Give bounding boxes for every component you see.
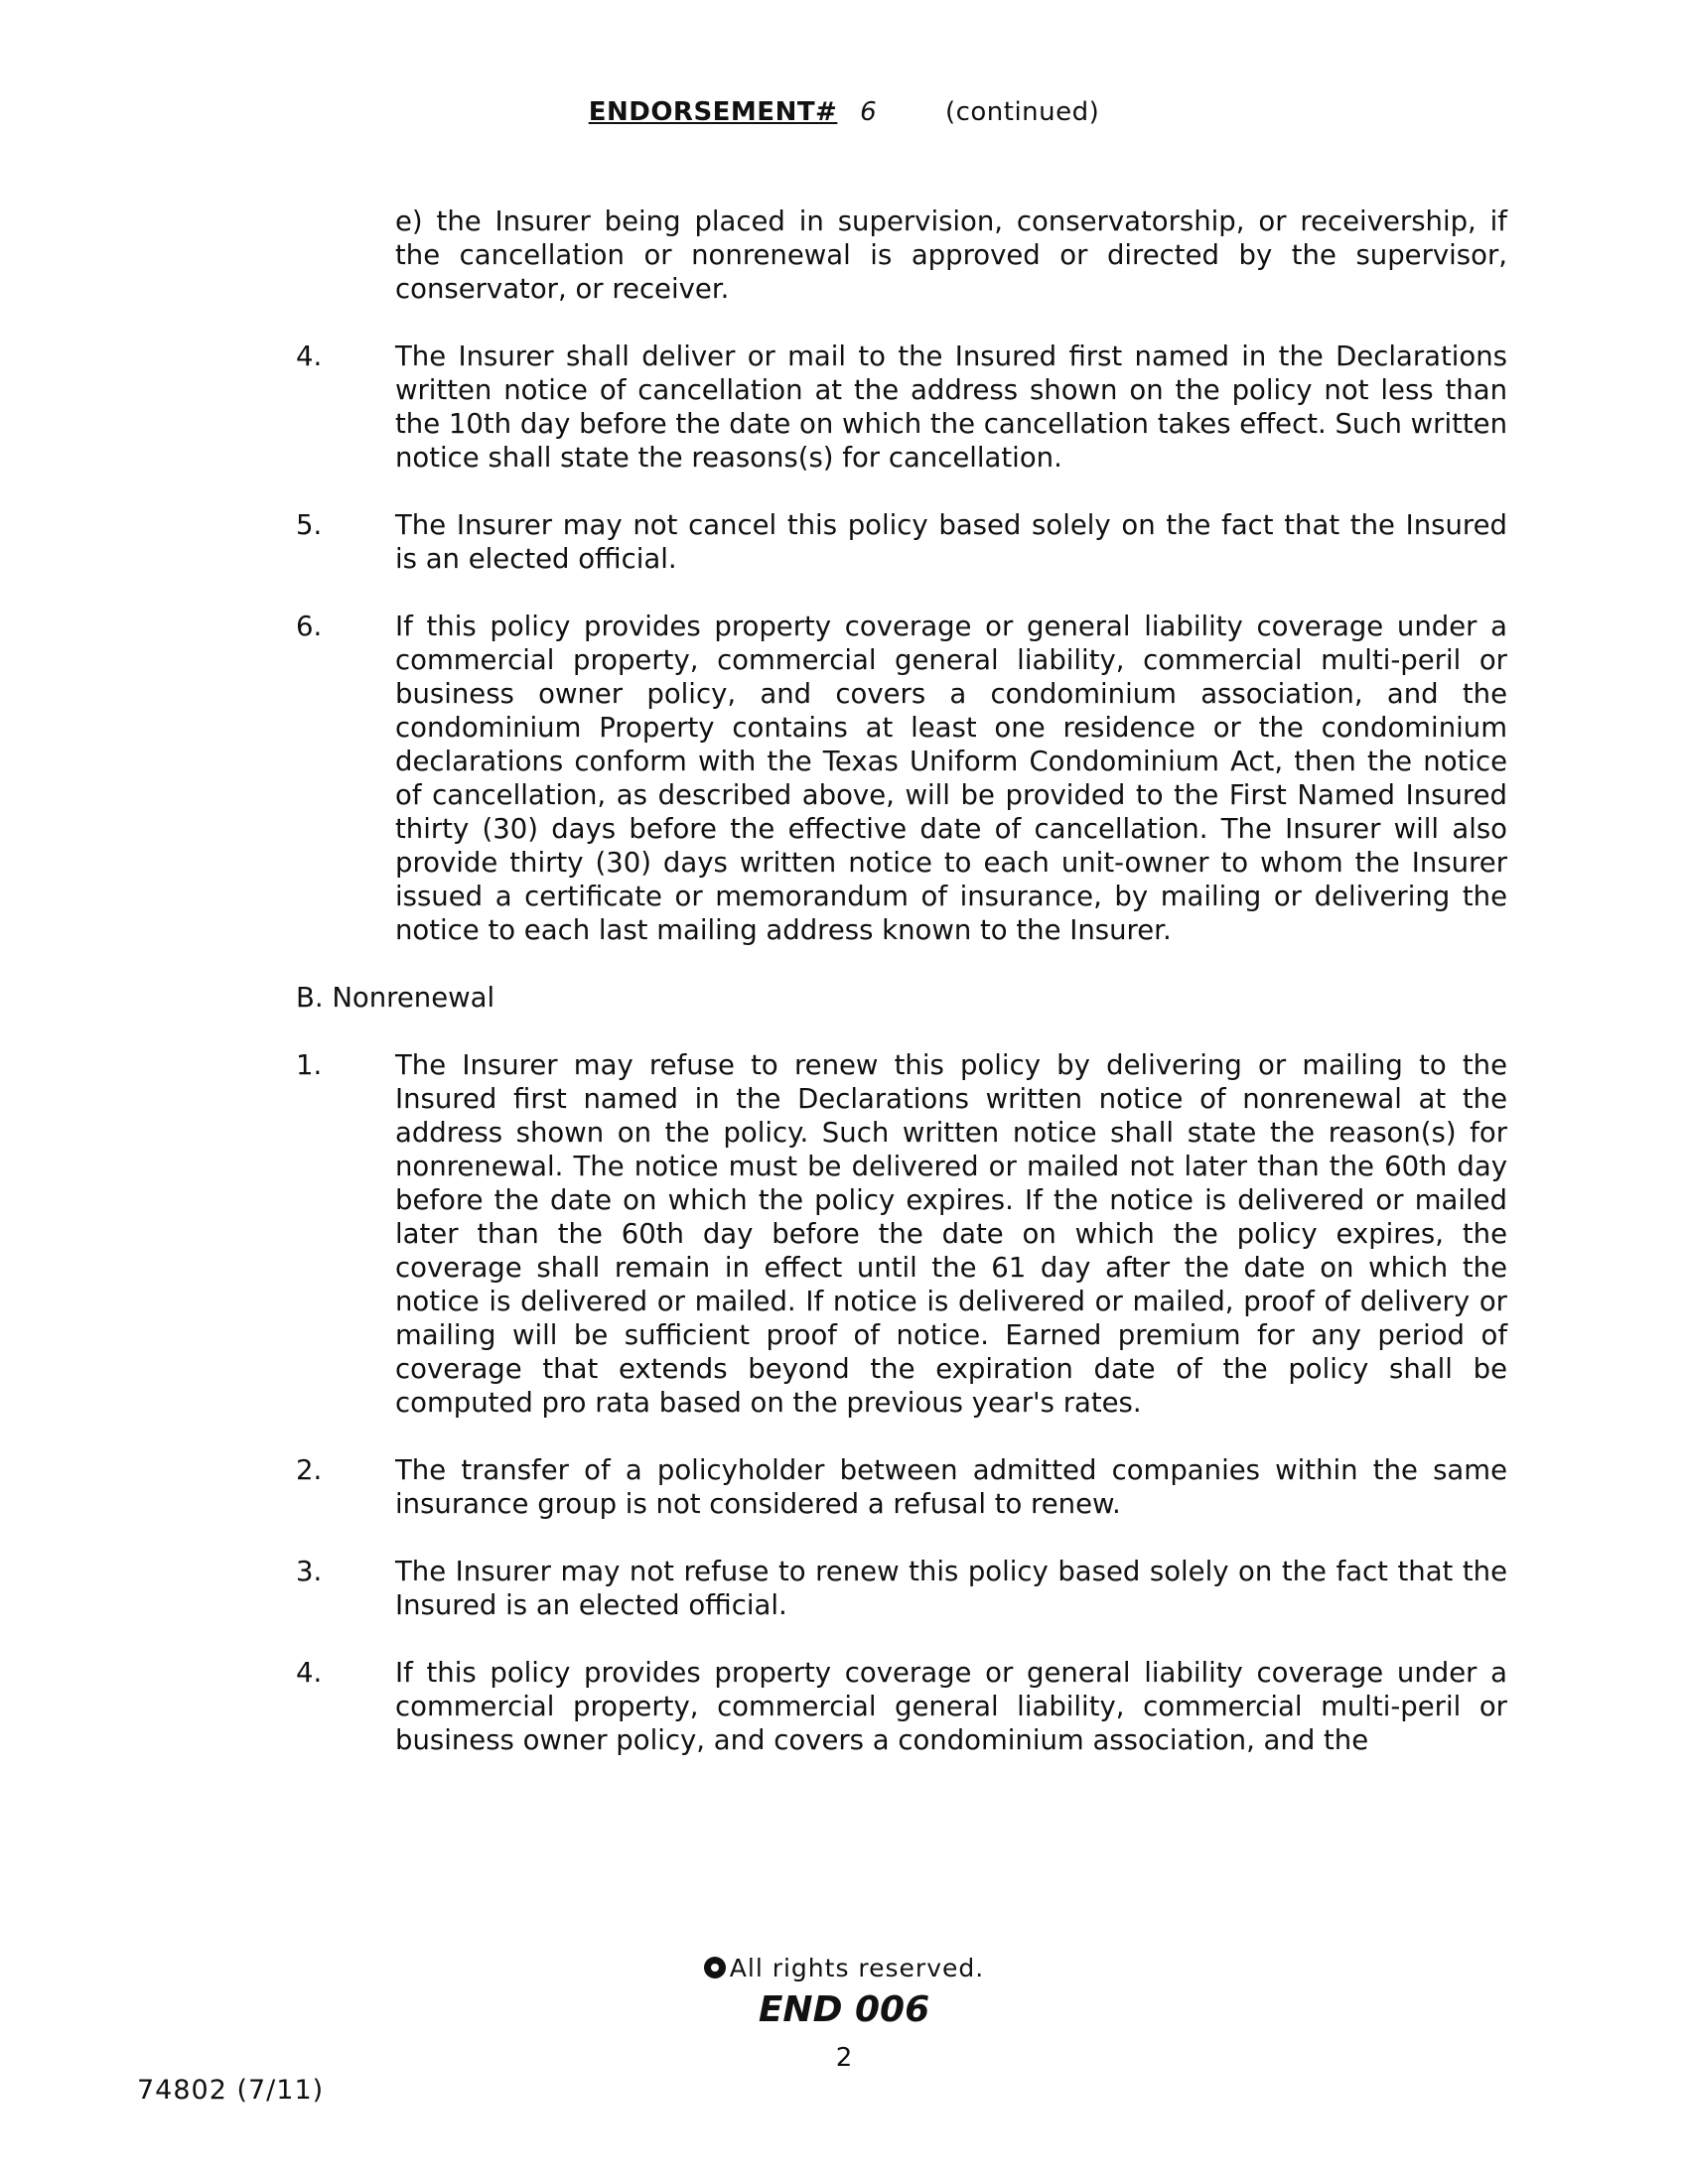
item-number: 2. [296,1454,323,1486]
item-text: If this policy provides property coverage or general liability coverage under a commercial property, commercial general liability, commercial multi-peril or business owner policy, and covers a condominium association, and the [395,1657,1507,1756]
item-number: 3. [296,1556,323,1587]
copyright-icon [704,1957,726,1979]
item-text: The Insurer may not refuse to renew this policy based solely on the fact that the Insured is an elected official. [395,1556,1507,1621]
nonrenewal-item [296,1048,1507,1420]
item-number: 4. [296,341,323,372]
form-number: 74802 (7/11) [137,2075,325,2106]
nonrenewal-item [296,1555,1507,1622]
section-heading-nonrenewal: B. Nonrenewal [296,982,495,1014]
nonrenewal-item [296,1453,1507,1521]
cancellation-item [296,610,1507,947]
item-number: 1. [296,1049,323,1081]
item-number: 6. [296,611,323,642]
page-header [0,97,1688,127]
endorsement-label: ENDORSEMENT# [588,97,838,127]
endorsement-code: END 006 [758,1989,930,2030]
cancellation-item [296,508,1507,576]
item-number: 5. [296,509,323,541]
continued-label: (continued) [944,97,1100,127]
rights-text: All rights reserved. [729,1954,985,1982]
intro-continuation: e) the Insurer being placed in supervision, conservatorship, or receivership, if the cancellation or nonrenewal is approved or directed by the supervisor, conservator, or receiver. [395,205,1507,305]
item-text: The Insurer may not cancel this policy based solely on the fact that the Insured is an elected official. [395,509,1507,575]
item-number: 4. [296,1657,323,1689]
endorsement-number: 6 [860,97,878,127]
copyright-notice [0,1954,1688,1982]
document-body [296,205,1507,1791]
nonrenewal-item [296,1656,1507,1757]
page-number: 2 [835,2043,853,2073]
item-text: The Insurer shall deliver or mail to the Insured first named in the Declarations written notice of cancellation at the address shown on the policy not less than the 10th day before the date on which the cancellation takes effect. Such written notice shall state the reasons(s) for cancellation. [395,341,1507,474]
cancellation-item [296,340,1507,475]
item-text: The transfer of a policyholder between admitted companies within the same insurance group is not considered a refusal to renew. [395,1454,1507,1520]
item-text: The Insurer may refuse to renew this policy by delivering or mailing to the Insured first named in the Declarations written notice of nonrenewal at the address shown on the policy. Such written notice shall state the reason(s) for nonrenewal. The notice must be delivered or mailed not later than the 60th day before the date on which the policy expires. If the notice is delivered or mailed later than the 60th day before the date on which the policy expires, the coverage shall remain in effect until the 61 day after the date on which the notice is delivered or mailed. If notice is delivered or mailed, proof of delivery or mailing will be sufficient proof of notice. Earned premium for any period of coverage that extends beyond the expiration date of the policy shall be computed pro rata based on the previous year's rates. [395,1049,1507,1419]
item-text: If this policy provides property coverage or general liability coverage under a commercial property, commercial general liability, commercial multi-peril or business owner policy, and covers a condominium association, and the condominium Property contains at least one residence or the condominium declarations conform with the Texas Uniform Condominium Act, then the notice of cancellation, as described above, will be provided to the First Named Insured thirty (30) days before the effective date of cancellation. The Insurer will also provide thirty (30) days written notice to each unit-owner to whom the Insurer issued a certificate or memorandum of insurance, by mailing or delivering the notice to each last mailing address known to the Insurer. [395,611,1507,946]
